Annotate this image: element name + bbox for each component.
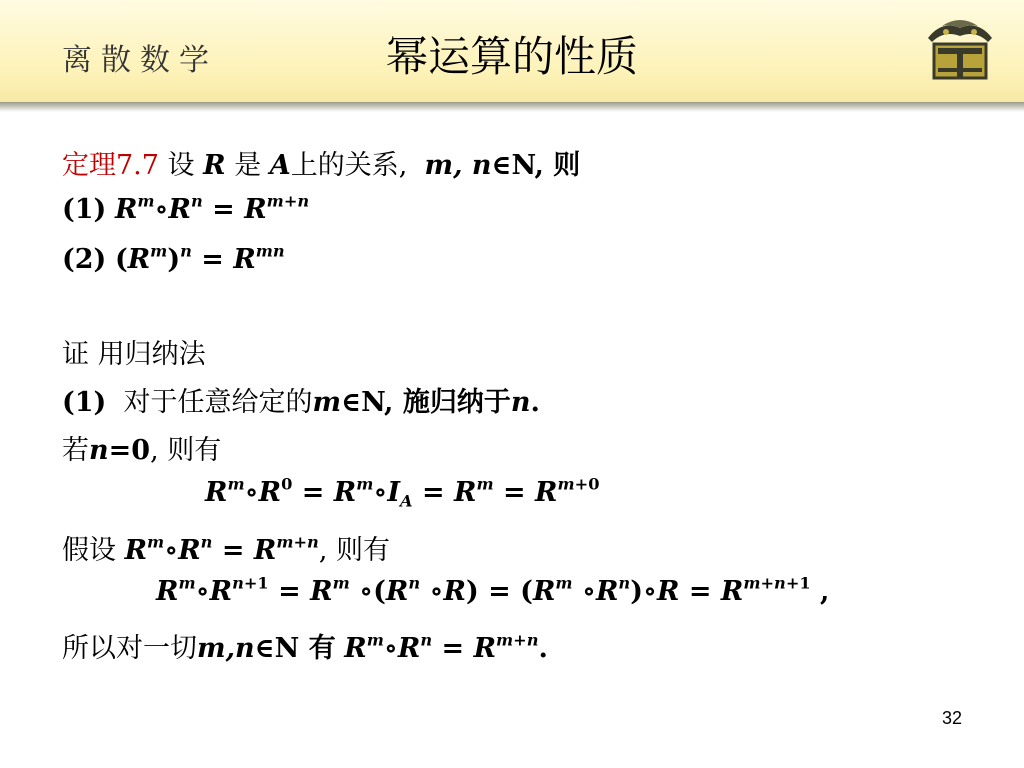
base-case: 若n=0, 则有 [62,435,222,466]
proof-text: 所以对一切 [62,633,197,664]
induction-hypothesis: 假设 $R^m\circ R^n = R^{m+n}$, 则有 [62,532,390,566]
theorem-line [62,143,580,182]
theorem-text: 是 [234,150,262,181]
proof-step-1 [62,380,540,419]
proof-text: 对于任意给定的 [123,387,313,418]
proof-text: , 则有 [318,535,390,566]
item-label: (1) [62,194,107,225]
induction-formula: $R^m\circ R^{n+1} = R^m$ $\circ(R^n$ ∘R) = ($R^m$ $\circ R^n)\circ R = R^{m+n+1}$ , [156,573,830,607]
conclusion: 所以对一切m,n∈N 有 $R^m\circ R^n = R^{m+n}$. [62,630,548,664]
course-name: 离散数学 [62,43,218,78]
proof-intro: 证 用归纳法 [62,339,206,370]
step-label: (1) [62,387,107,418]
var-m: m [312,387,342,418]
header-shadow [0,102,1024,112]
theorem-item-2: (2) $(R^m)^n = R^{mn}$ [62,241,285,275]
book-emblem-icon [922,16,998,82]
proof-text: ∈N 有 [254,633,336,664]
theorem-text: 设 [167,150,195,181]
relation-var: R [203,150,226,181]
theorem-text: ∈N, 则 [491,150,581,181]
theorem-label: 定理7.7 [62,150,159,181]
item-label: (2) [62,244,107,275]
theorem-text: 上的关系, [290,150,408,181]
theorem-item-1: (1) $R^m\circ R^n = R^{m+n}$ [62,191,310,225]
set-var: A [269,150,291,181]
page-number: 32 [941,708,962,728]
proof-text: 假设 [62,535,116,566]
var-n: n [510,387,531,418]
vars-mn: m,n [197,633,255,664]
punct: . [530,387,540,418]
base-formula: $R^m\circ R^0$ = $R^m\circ I_A = R^m = R^{m+0}$ [205,474,600,511]
vars-mn: m, n [424,150,492,181]
slide-title: 幂运算的性质 [385,32,638,81]
proof-text: ∈N, 施归纳于 [341,387,511,418]
